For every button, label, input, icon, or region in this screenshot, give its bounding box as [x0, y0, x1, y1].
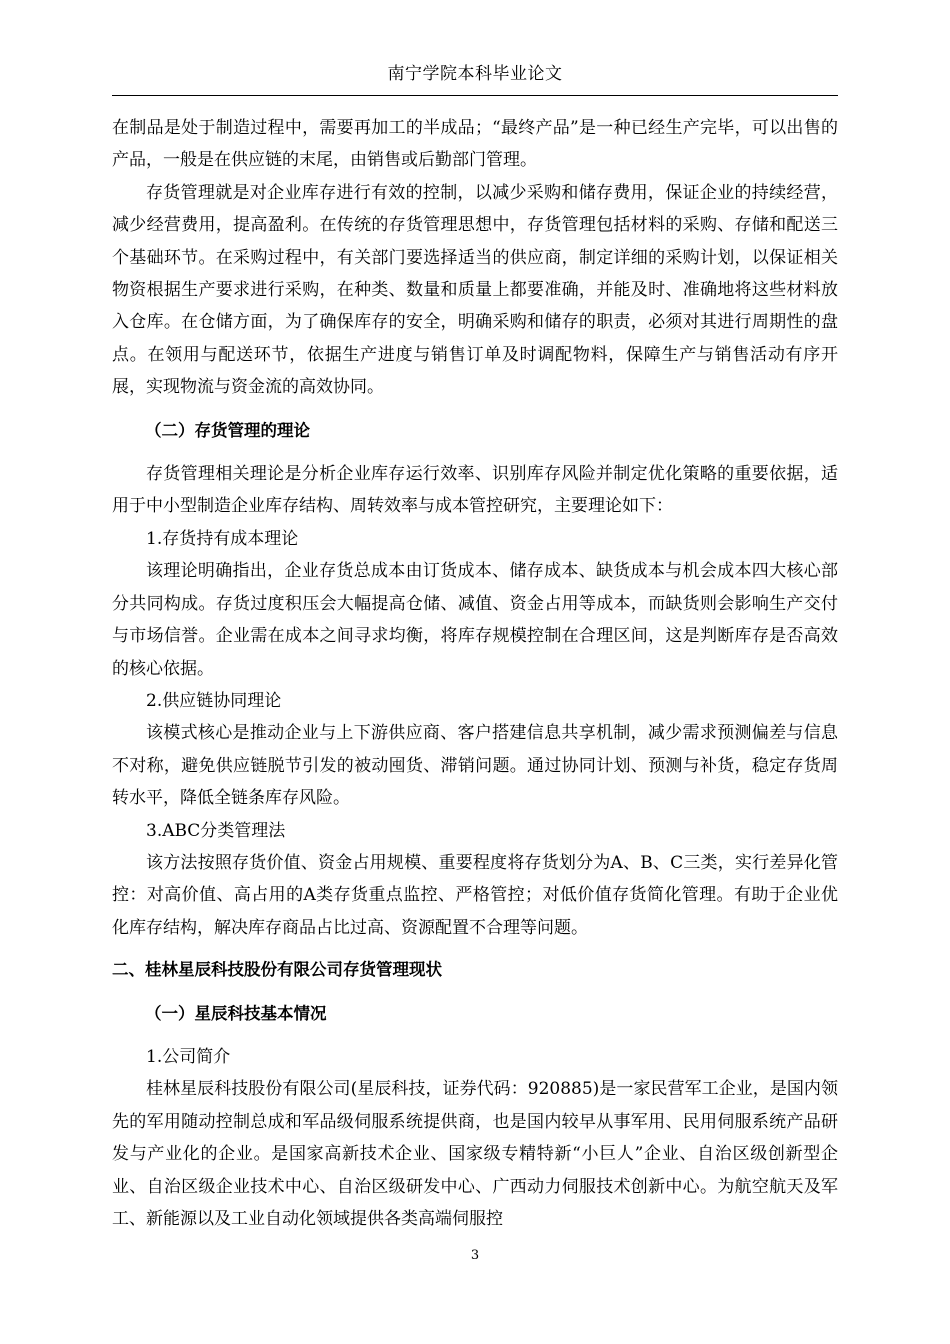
- subsection-heading-inventory-theory: （二）存货管理的理论: [145, 420, 310, 440]
- paragraph-inventory-management: 存货管理就是对企业库存进行有效的控制，以减少采购和储存费用，保证企业的持续经营，减少经营费用，提高盈利。在传统的存货管理思想中，存货管理包括材料的采购、存储和配送三个基础环节。在采购过程中，有关部门要选择适当的供应商，制定详细的采购计划，以保证相关物资根据生产要求进行采购，在种类、数量和质量上都要准确，并能及时、准确地将这些材料放入仓库。在仓储方面，为了确保库存的安全，明确采购和储存的职责，必须对其进行周期性的盘点。在领用与配送环节，依据生产进度与销售订单及时调配物料，保障生产与销售活动有序开展，实现物流与资金流的高效协同。: [112, 182, 838, 398]
- paragraph-company-profile: 桂林星辰科技股份有限公司(星辰科技，证券代码：920885)是一家民营军工企业，是国内领先的军用随动控制总成和军品级伺服系统提供商，也是国内较早从事军用、民用伺服系统产品研发与产业化的企业。是国家高新技术企业、国家级专精特新“小巨人”企业、自治区级创新型企业、自治区级企业技术中心、自治区级研发中心、广西动力伺服技术创新中心。为航空航天及军工、新能源以及工业自动化领域提供各类高端伺服控: [112, 1079, 838, 1229]
- item-heading-supply-chain: 2.供应链协同理论: [146, 690, 282, 711]
- item-heading-abc: 3.ABC分类管理法: [146, 820, 286, 841]
- subsection-heading-basic-info: （一）星辰科技基本情况: [145, 1003, 327, 1023]
- item-heading-holding-cost: 1.存货持有成本理论: [146, 528, 299, 549]
- paragraph-abc: 该方法按照存货价值、资金占用规模、重要程度将存货划分为A、B、C三类，实行差异化管控：对高价值、高占用的A类存货重点监控、严格管控；对低价值存货简化管理。有助于企业优化库存结构，解决库存商品占比过高、资源配置不合理等问题。: [112, 852, 838, 938]
- header-divider: [112, 95, 838, 96]
- paragraph-theory-intro: 存货管理相关理论是分析企业库存运行效率、识别库存风险并制定优化策略的重要依据，适用于中小型制造企业库存结构、周转效率与成本管控研究，主要理论如下：: [112, 464, 838, 517]
- section-heading-status: 二、桂林星辰科技股份有限公司存货管理现状: [112, 960, 442, 980]
- paragraph-supply-chain: 该模式核心是推动企业与上下游供应商、客户搭建信息共享机制，减少需求预测偏差与信息不对称，避免供应链脱节引发的被动囤货、滞销问题。通过协同计划、预测与补货，稳定存货周转水平，降低全链条库存风险。: [112, 723, 838, 809]
- paragraph-holding-cost: 该理论明确指出，企业存货总成本由订货成本、储存成本、缺货成本与机会成本四大核心部分共同构成。存货过度积压会大幅提高仓储、减值、资金占用等成本，而缺货则会影响生产交付与市场信誉。企业需在成本之间寻求均衡，将库存规模控制在合理区间，这是判断库存是否高效的核心依据。: [112, 561, 838, 679]
- running-header: 南宁学院本科毕业论文: [387, 64, 563, 84]
- item-heading-company-profile: 1.公司简介: [146, 1046, 231, 1067]
- page-number: 3: [470, 1248, 480, 1263]
- paragraph-continued: 在制品是处于制造过程中，需要再加工的半成品；“最终产品”是一种已经生产完毕，可以出售的产品，一般是在供应链的末尾，由销售或后勤部门管理。: [112, 118, 838, 171]
- page-body: [112, 112, 838, 1235]
